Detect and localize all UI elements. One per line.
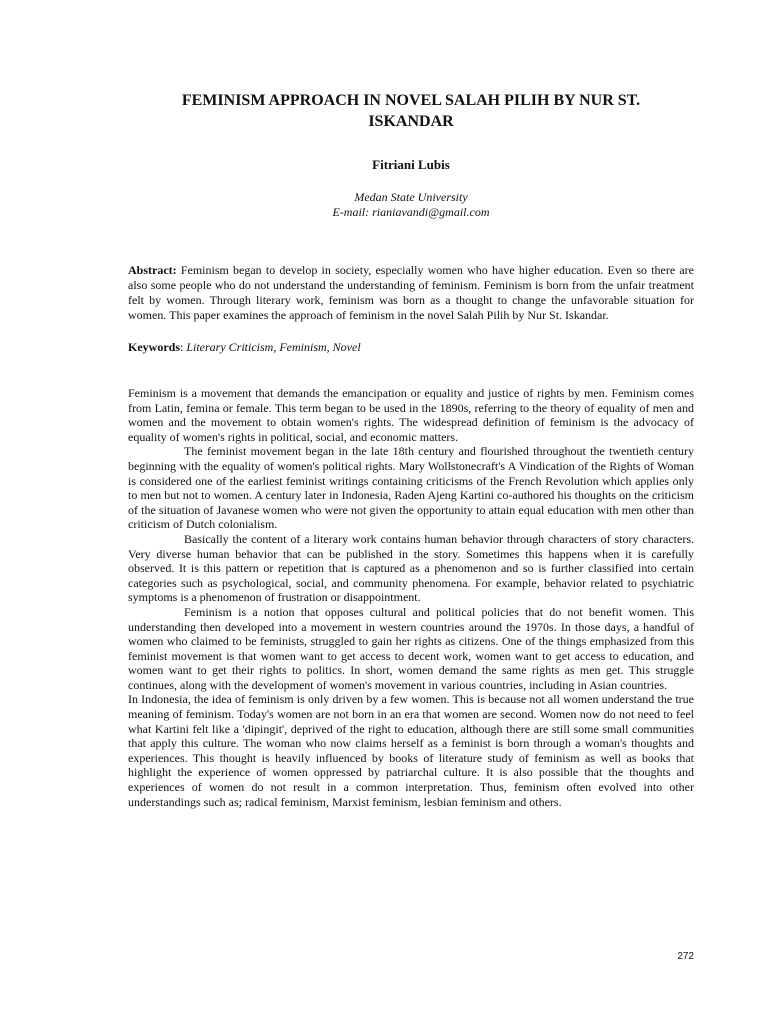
abstract xyxy=(128,263,694,323)
abstract-text: Feminism began to develop in society, especially women who have higher education. Even so there are also some people who do not understand the understanding of feminism. Feminism is born from the unfair treatment felt by women. Through literary work, feminism was born as a thought to change the unfavorable situation for women. This paper examines the approach of feminism in the novel Salah Pilih by Nur St. Iskandar. xyxy=(128,263,695,322)
paragraph-3: Basically the content of a literary work contains human behavior through characters of story characters. Very diverse human behavior that can be published in the story. Sometimes this happens when it is carefully observed. It is this pattern or repetition that is captured as a phenomenon and so is further classified into certain categories such as psychological, social, and community phenomena. For example, behavior related to psychiatric symptoms is a phenomenon of frustration or disappointment. xyxy=(128,531,694,605)
author-affiliation-block xyxy=(128,190,694,220)
paper-title xyxy=(128,90,694,132)
body-text xyxy=(128,386,694,809)
keywords xyxy=(128,340,694,355)
author-email: E-mail: rianiavandi@gmail.com xyxy=(332,205,490,219)
author-name: Fitriani Lubis xyxy=(372,157,450,172)
keywords-separator: : xyxy=(180,340,184,354)
abstract-label: Abstract: xyxy=(128,263,177,277)
page-number: 272 xyxy=(677,951,694,962)
paragraph-2: The feminist movement began in the late 18th century and flourished throughout the twentieth century beginning with the equality of women's political rights. Mary Wollstonecraft's A Vindication of the Rights of Woman is considered one of the earliest feminist writings containing criticisms of the French Revolution which applies only to men but not to women. A century later in Indonesia, Raden Ajeng Kartini co-authored his thoughts on the criticism of the situation of Javanese women who were not given the opportunity to attain equal education with men other than criticism of Dutch colonialism. xyxy=(128,444,694,532)
keywords-text: Literary Criticism, Feminism, Novel xyxy=(186,340,361,354)
title-line-2: ISKANDAR xyxy=(368,113,454,130)
paragraph-1: Feminism is a movement that demands the emancipation or equality and justice of rights by men. Feminism comes from Latin, femina or female. This term began to be used in the 1890s, referring to the theory of equality of men and women and the movement to obtain women's rights. The widespread definition of feminism is the advocacy of equality of women's rights in political, social, and economic matters. xyxy=(128,386,694,444)
paragraph-4: Feminism is a notion that opposes cultural and political policies that do not benefit women. This understanding then developed into a movement in western countries around the 1970s. In those days, a handful of women who claimed to be feminists, struggled to gain her rights as citizens. One of the things emphasized from this feminist movement is that women want to get access to decent work, women want to get access to education, and women want to get their rights to politics. In short, women demand the same rights as men get. This struggle continues, along with the development of women's movement in various countries, including in Asian countries. xyxy=(128,604,694,692)
keywords-label: Keywords xyxy=(128,340,180,354)
paragraph-5: In Indonesia, the idea of feminism is only driven by a few women. This is because not all women understand the true meaning of feminism. Today's women are not born in an era that women are second. Women now do not need to feel what Kartini felt like a 'dipingit', deprived of the right to education, although there are still some small communities that apply this culture. The woman who now claims herself as a feminist is born through a woman's thoughts and experiences. This thought is heavily influenced by books of literature study of feminism as well as books that highlight the experience of women oppressed by patriarchal culture. It is also possible that the thoughts and experiences of women do not result in a common interpretation. Thus, feminism often evolved into other understandings such as; radical feminism, Marxist feminism, lesbian feminism and others. xyxy=(128,692,694,809)
title-line-1: FEMINISM APPROACH IN NOVEL SALAH PILIH BY NUR ST. xyxy=(181,92,641,109)
affiliation: Medan State University xyxy=(354,190,468,204)
